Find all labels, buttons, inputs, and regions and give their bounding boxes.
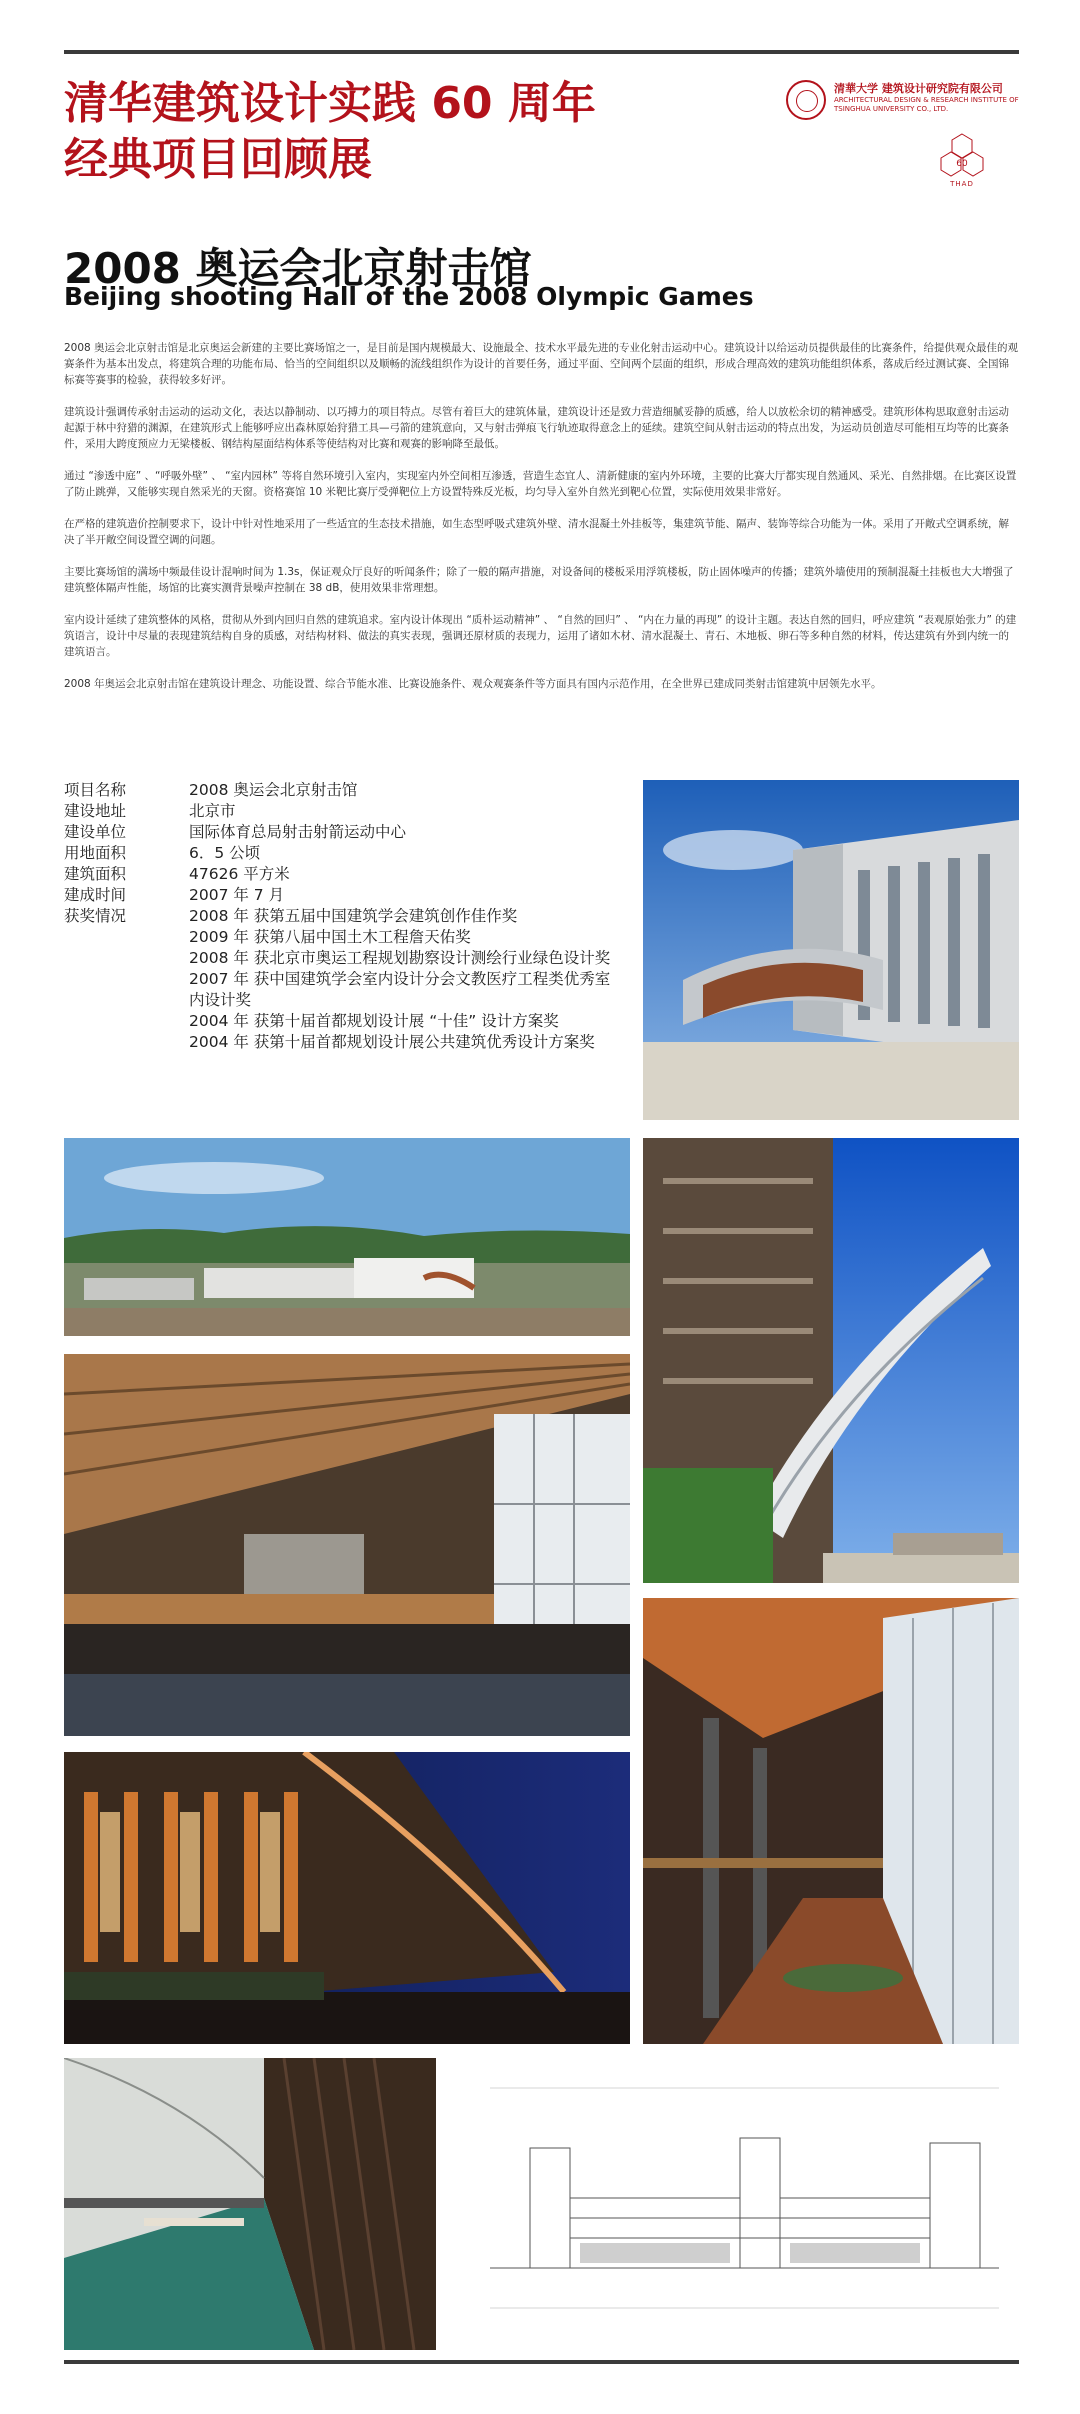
info-label: 建设单位: [64, 823, 127, 841]
photo-interior-corridor: [643, 1598, 1019, 2044]
award-item: 2004 年 获第十届首都规划设计展 “十佳” 设计方案奖: [189, 1012, 559, 1030]
info-value: 北京市: [189, 802, 236, 820]
thad-hexagon-icon: [932, 132, 992, 182]
description-paragraph: 通过 “渗透中庭” 、“呼吸外壁” 、 “室内园林” 等将自然环境引入室内，实现室内外空间相互渗透，营造生态宜人、清新健康的室内外环境，主要的比赛大厅都实现自然通风、采光、自然排烟。在比赛区设置了防止跳弹，又能够实现自然采光的天窗。资格赛馆 10 米靶比赛厅受弹靶位上方设置特殊反光板，均匀导入室外自然光到靶心位置，实际使用效果非常好。: [64, 470, 1017, 498]
tsinghua-seal-icon: [786, 80, 826, 120]
info-label: 建设地址: [64, 802, 127, 820]
info-label: 获奖情况: [64, 907, 127, 925]
info-value: 2008 奥运会北京射击馆: [189, 781, 358, 799]
info-value: 国际体育总局射击射箭运动中心: [189, 823, 407, 841]
exhibition-title-line1: 清华建筑设计实践 60 周年: [64, 78, 596, 129]
description-paragraph: 室内设计延续了建筑整体的风格，贯彻从外到内回归自然的建筑追求。室内设计体现出 “质朴运动精神” 、 “自然的回归” 、 “内在力量的再现” 的设计主题。表达自然的回归，呼应建筑 “表观原始张力” 的建筑语言，设计中尽量的表现建筑结构自身的质感，对结构材料、做法的真实表现，强调还原材质的表现力，运用了诸如木材、清水混凝土、青石、木地板、卵石等多种自然的材料，传达建筑有外到内统一的建筑语言。: [64, 614, 1017, 658]
project-info-table: [64, 780, 624, 1053]
description-paragraph: 建筑设计强调传承射击运动的运动文化，表达以静制动、以巧搏力的项目特点。尽管有着巨大的建筑体量，建筑设计还是致力营造细腻妥静的质感，给人以放松余切的精神感受。建筑形体构思取意射击运动起源于林中狩猎的渊源，在建筑形式上能够呼应出森林原始狩猎工具—弓箭的建筑意向，又与射击弹痕飞行轨迹取得意念上的延续。建筑空间从射击运动的特点出发，为运动员创造尽可能相互均等的比赛条件，采用大跨度预应力无梁楼板、钢结构屋面结构体系等使结构对比赛和观赛的影响降至最低。: [64, 406, 1009, 450]
info-row-name: [64, 780, 624, 801]
logo-name-cn: 清華大学 建筑设计研究院有限公司: [834, 82, 1003, 95]
awards-list: [189, 906, 624, 1053]
photo-canopy-detail: [643, 1138, 1019, 1583]
award-item: 2004 年 获第十届首都规划设计展公共建筑优秀设计方案奖: [189, 1033, 595, 1051]
info-value: 6．5 公顷: [189, 844, 261, 862]
exhibition-title: [64, 76, 684, 188]
info-row-address: [64, 801, 624, 822]
photo-wood-atrium: [64, 1354, 630, 1736]
award-item: 2008 年 获北京市奥运工程规划勘察设计测绘行业绿色设计奖: [189, 949, 611, 967]
info-row-floor-area: [64, 864, 624, 885]
thad-label: THAD: [950, 180, 974, 188]
project-description: [64, 340, 1019, 708]
photo-night-facade: [64, 1752, 630, 2044]
info-row-completion: [64, 885, 624, 906]
award-item: 2009 年 获第八届中国土木工程詹天佑奖: [189, 928, 471, 946]
info-row-awards: [64, 906, 624, 1053]
photo-exterior-facade: [643, 780, 1019, 1120]
top-rule: [64, 50, 1019, 54]
award-item: 2007 年 获中国建筑学会室内设计分会文教医疗工程类优秀室内设计奖: [189, 970, 611, 1009]
description-paragraph: 2008 年奥运会北京射击馆在建筑设计理念、功能设置、综合节能水准、比赛设施条件、观众观赛条件等方面具有国内示范作用，在全世界已建成同类射击馆建筑中居领先水平。: [64, 678, 882, 690]
bottom-rule: [64, 2360, 1019, 2364]
info-row-client: [64, 822, 624, 843]
photo-shooting-range: [64, 2058, 436, 2350]
info-value: 47626 平方米: [189, 865, 290, 883]
logo-name-en: ARCHITECTURAL DESIGN & RESEARCH INSTITUTE OF TSINGHUA UNIVERSITY CO., LTD.: [834, 96, 1019, 113]
info-label: 建筑面积: [64, 865, 127, 883]
info-label: 项目名称: [64, 781, 127, 799]
drawing-section-elevation: [470, 2058, 1019, 2350]
project-title-en: Beijing shooting Hall of the 2008 Olympic Games: [64, 282, 754, 311]
info-label: 用地面积: [64, 844, 127, 862]
exhibition-title-line2: 经典项目回顾展: [64, 134, 372, 185]
info-row-site-area: [64, 843, 624, 864]
description-paragraph: 在严格的建筑造价控制要求下，设计中针对性地采用了一些适宜的生态技术措施，如生态型呼吸式建筑外壁、清水混凝土外挂板等，集建筑节能、隔声、装饰等综合功能为一体。采用了开敞式空调系统，解决了半开敞空间设置空调的问题。: [64, 518, 1009, 546]
svg-text:60: 60: [956, 159, 968, 169]
info-value: 2007 年 7 月: [189, 886, 285, 904]
photo-aerial-panorama: [64, 1138, 630, 1336]
award-item: 2008 年 获第五届中国建筑学会建筑创作佳作奖: [189, 907, 518, 925]
description-paragraph: 2008 奥运会北京射击馆是北京奥运会新建的主要比赛场馆之一，是目前是国内规模最大、设施最全、技术水平最先进的专业化射击运动中心。建筑设计以给运动员提供最佳的比赛条件，给提供观众最佳的观赛条件为基本出发点，将建筑合理的功能布局、恰当的空间组织以及顺畅的流线组织作为设计的首要任务，通过平面、空间两个层面的组织，形成合理高效的建筑功能组织体系，落成后经过测试赛、全国锦标赛等赛事的检验，获得较多好评。: [64, 342, 1019, 386]
institute-logo: [782, 76, 1022, 186]
info-label: 建成时间: [64, 886, 127, 904]
description-paragraph: 主要比赛场馆的满场中频最佳设计混响时间为 1.3s，保证观众厅良好的听闻条件；除了一般的隔声措施，对设备间的楼板采用浮筑楼板，防止固体噪声的传播；建筑外墙使用的预制混凝土挂板也大大增强了建筑整体隔声性能，场馆的比赛实测背景噪声控制在 38 dB，使用效果非常理想。: [64, 566, 1014, 594]
project-title-cn: 2008 奥运会北京射击馆: [64, 244, 532, 293]
